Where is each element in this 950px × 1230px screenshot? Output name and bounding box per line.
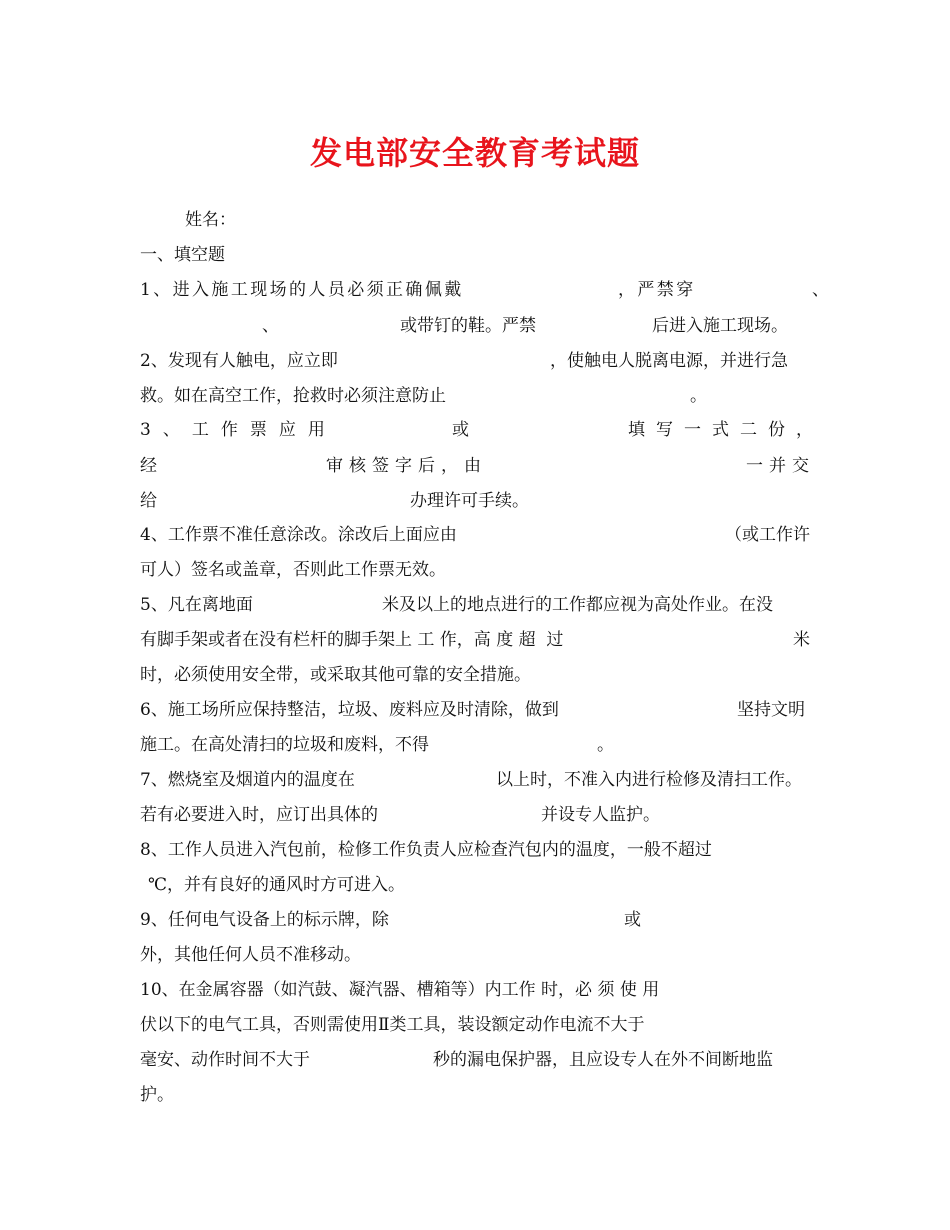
- q1-text-1: 1、进入施工现场的人员必须正确佩戴: [140, 280, 464, 300]
- q9-text-1: 9、任何电气设备上的标示牌，除: [140, 910, 389, 930]
- q10-text-5: 护。: [140, 1085, 174, 1105]
- q2-text-1: 2、发现有人触电，应立即: [140, 351, 338, 371]
- q4-text-1: 4、工作票不准任意涂改。涂改后上面应由: [140, 525, 457, 545]
- q3-text-7: 给: [140, 491, 157, 511]
- q3-text-3: 填写一式二份，: [628, 420, 824, 440]
- section-heading: 一、填空题: [140, 245, 225, 265]
- q6-text-3: 施工。在高处清扫的垃圾和废料，不得: [140, 735, 429, 755]
- q1-text-3: 、: [812, 280, 829, 300]
- q10-text-3: 毫安、动作时间不大于: [140, 1050, 310, 1070]
- q3-text-5: 审核签字后，由: [326, 456, 487, 476]
- q1-text-2: ，严禁穿: [618, 280, 696, 300]
- q7-text-4: 并设专人监护。: [541, 805, 660, 825]
- q3-text-6: 一并交: [746, 456, 815, 476]
- q4-text-2: （或工作许: [725, 525, 810, 545]
- q5-text-2: 米及以上的地点进行的工作都应视为高处作业。在没: [382, 595, 773, 615]
- q7-text-3: 若有必要进入时，应订出具体的: [140, 805, 378, 825]
- q2-text-2: ，使触电人脱离电源，并进行急: [550, 351, 788, 371]
- q10-text-2: 伏以下的电气工具，否则需使用Ⅱ类工具，装设额定动作电流不大于: [140, 1015, 645, 1035]
- q4-text-3: 可人）签名或盖章，否则此工作票无效。: [140, 560, 446, 580]
- q1-text-5: 或带钉的鞋。严禁: [400, 316, 536, 336]
- q9-text-3: 外，其他任何人员不准移动。: [140, 945, 361, 965]
- q10-text-1: 10、在金属容器（如汽鼓、凝汽器、槽箱等）内工作 时，必 须 使 用: [140, 980, 660, 1000]
- name-label: 姓名：: [185, 210, 236, 230]
- q6-text-2: 坚持文明: [737, 700, 805, 720]
- q3-text-1: 3、工作票应用: [140, 420, 337, 440]
- q5-text-1: 5、凡在离地面: [140, 595, 253, 615]
- q8-text-1: 8、工作人员进入汽包前，检修工作负责人应检查汽包内的温度，一般不超过: [140, 840, 712, 860]
- q6-text-4: 。: [597, 735, 614, 755]
- q2-text-3: 救。如在高空工作，抢救时必须注意防止: [140, 386, 446, 406]
- q3-text-2: 或: [452, 420, 469, 440]
- q3-text-4: 经: [140, 456, 157, 476]
- q5-text-4: 米: [793, 630, 810, 650]
- q7-text-2: 以上时，不准入内进行检修及清扫工作。: [496, 770, 802, 790]
- q9-text-2: 或: [624, 910, 641, 930]
- q5-text-5: 时，必须使用安全带，或采取其他可靠的安全措施。: [140, 665, 531, 685]
- q2-text-4: 。: [690, 386, 707, 406]
- q1-text-6: 后进入施工现场。: [652, 316, 788, 336]
- q1-text-4: 、: [262, 316, 279, 336]
- q6-text-1: 6、施工场所应保持整洁，垃圾、废料应及时清除，做到: [140, 700, 559, 720]
- q7-text-1: 7、燃烧室及烟道内的温度在: [140, 770, 355, 790]
- q8-text-2: ℃，并有良好的通风时方可进入。: [148, 875, 406, 895]
- page-title: 发电部安全教育考试题: [309, 134, 640, 172]
- q3-text-8: 办理许可手续。: [410, 491, 529, 511]
- q5-text-3: 有脚手架或者在没有栏杆的脚手架上 工 作，高 度 超 过: [140, 630, 564, 650]
- q10-text-4: 秒的漏电保护器，且应设专人在外不间断地监: [433, 1050, 773, 1070]
